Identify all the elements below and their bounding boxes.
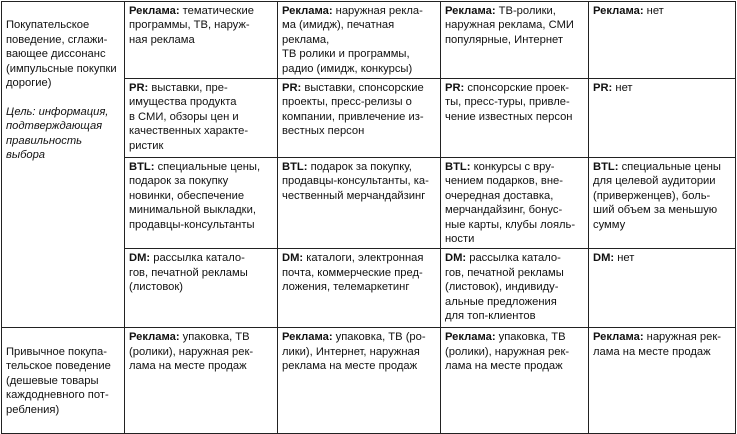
cell-text: конкурсы с вру- чением подарков, вне- очередная доставка, мерчандайзинг, бонус- ные карты, клубы лояль- ности: [445, 161, 576, 246]
cell-label: Реклама:: [445, 5, 496, 17]
table-cell: [278, 328, 441, 434]
cell-label: Реклама:: [593, 5, 644, 17]
cell-label: Реклама:: [593, 331, 644, 344]
cell-text: ТВ-ролики, наружная реклама, СМИ популярные, Интернет: [445, 5, 574, 46]
table-cell: [441, 158, 589, 249]
cell-label: BTL:: [445, 161, 471, 174]
cell-text: нет: [612, 82, 633, 95]
cell-label: PR:: [593, 82, 613, 95]
behavior-text: Привычное покупа- тельское поведение (дешевые товары каждодневного пот- ребления): [6, 345, 111, 416]
table-cell: [589, 249, 736, 328]
table-cell: [125, 2, 278, 79]
cell-label: Реклама:: [282, 331, 333, 344]
cell-text: подарок за покупку, продавцы-консультанты, ка- чественный мерчандайзинг: [282, 161, 429, 202]
cell-text: выставки, спонсорские проекты, пресс-релизы о компании, привлечение из- вестных персон: [282, 82, 424, 138]
cell-label: PR:: [282, 82, 302, 95]
table-cell: [441, 328, 589, 434]
cell-text: рассылка катало- гов, печатной рекламы (листовок): [129, 252, 248, 294]
table-cell: [125, 249, 278, 328]
behavior-cell: [2, 2, 125, 328]
table-cell: [441, 79, 589, 158]
table-cell: [589, 79, 736, 158]
cell-text: упаковка, ТВ (ролики), наружная рек- лама на месте продаж: [129, 331, 254, 373]
cell-label: PR:: [445, 82, 465, 95]
cell-text: рассылка катало- гов, печатной рекламы (листовок), индивиду- альные предложения для топ-клиентов: [445, 252, 564, 323]
cell-label: Реклама:: [445, 331, 496, 344]
cell-text: нет: [643, 5, 664, 17]
table-cell: [278, 158, 441, 249]
cell-label: BTL:: [129, 161, 155, 174]
cell-label: Реклама:: [129, 5, 180, 17]
cell-text: специальные цены для целевой аудитории (приверженцев), боль- ший объем за меньшую сумму: [593, 161, 721, 231]
table-row: [2, 328, 736, 434]
table-cell: [441, 2, 589, 79]
table-cell: [589, 158, 736, 249]
cell-label: BTL:: [593, 161, 619, 174]
cell-text: тематические программы, ТВ, наруж- ная реклама: [129, 5, 254, 46]
cell-label: DM:: [282, 252, 304, 265]
cell-label: Реклама:: [129, 331, 180, 344]
cell-text: наружная рекла- ма (имидж), печатная реклама, ТВ ролики и программы, радио (имидж, конкурсы): [282, 5, 423, 75]
cell-text: спонсорские проек- ты, пресс-туры, привле- чение известных персон: [445, 82, 573, 123]
table-cell: [125, 158, 278, 249]
table-cell: [278, 2, 441, 79]
behavior-cell: [2, 328, 125, 434]
marketing-table: [1, 1, 736, 434]
cell-label: DM:: [593, 252, 615, 265]
cell-text: специальные цены, подарок за покупку новинки, обеспечение минимальной выкладки, продавцы-консультанты: [129, 161, 261, 231]
table-row: [2, 2, 736, 79]
table-cell: [589, 2, 736, 79]
table-cell: [278, 249, 441, 328]
cell-label: Реклама:: [282, 5, 333, 17]
cell-label: PR:: [129, 82, 149, 95]
cell-label: BTL:: [282, 161, 308, 174]
cell-text: выставки, пре- имущества продукта в СМИ, обзоры цен и качественных характе- ристик: [129, 82, 249, 152]
cell-text: упаковка, ТВ (ро- лики), Интернет, наружная реклама на месте продаж: [282, 331, 426, 373]
behavior-text: Покупательское поведение, сглажи- вающее диссонанс (импульсные покупки дорогие): [6, 19, 117, 90]
table-cell: [441, 249, 589, 328]
table-cell: [125, 328, 278, 434]
table-cell: [278, 79, 441, 158]
table-cell: [125, 79, 278, 158]
table-cell: [589, 328, 736, 434]
cell-text: каталоги, электронная почта, коммерческие пред- ложения, телемаркетинг: [282, 252, 424, 294]
cell-label: DM:: [129, 252, 151, 265]
behavior-goal: Цель: информация, подтверждающая правильность выбора: [6, 105, 109, 162]
cell-label: DM:: [445, 252, 467, 265]
cell-text: упаковка, ТВ (ролики), наружная рек- лама на месте продаж: [445, 331, 570, 373]
cell-text: наружная рек- лама на месте продаж: [593, 331, 721, 358]
cell-text: нет: [614, 252, 635, 265]
